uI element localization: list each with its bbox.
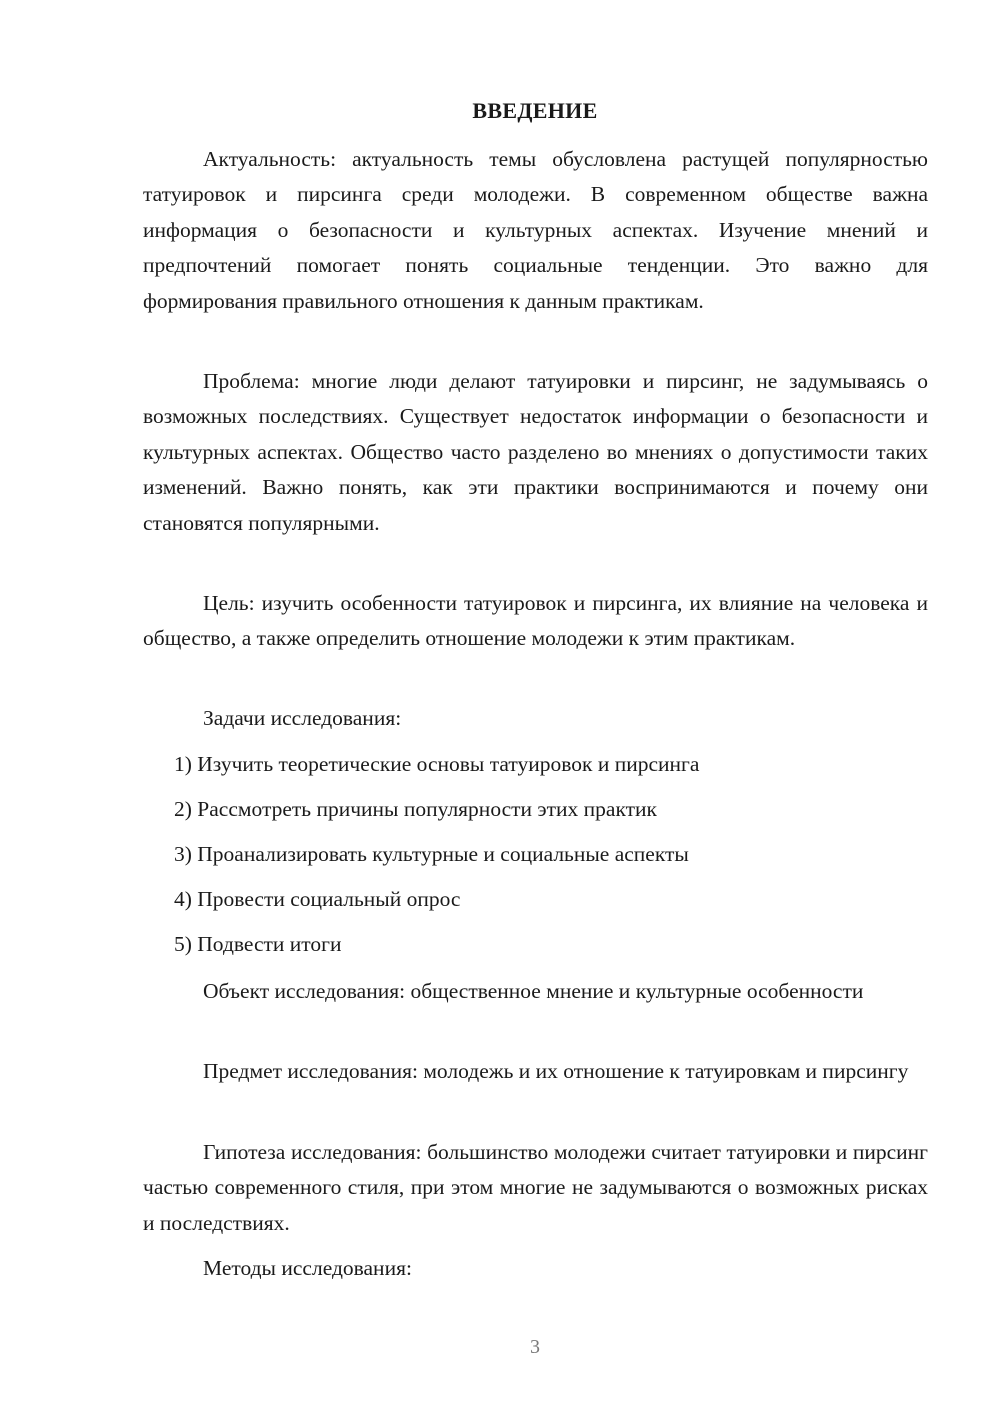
page-title: ВВЕДЕНИЕ — [472, 98, 598, 123]
paragraph-hypothesis: Гипотеза исследования: большинство молодежи считает татуировки и пирсинг частью современного стиля, при этом многие не задумываются о возможных рисках и последствиях. — [143, 1140, 928, 1235]
tasks-heading: Задачи исследования: — [203, 706, 402, 730]
task-item-5: 5) Подвести итоги — [174, 932, 342, 956]
page-number: 3 — [530, 1336, 540, 1358]
methods-heading: Методы исследования: — [203, 1256, 412, 1280]
paragraph-subject: Предмет исследования: молодежь и их отношение к татуировкам и пирсингу — [203, 1059, 909, 1083]
task-item-1: 1) Изучить теоретические основы татуировок и пирсинга — [174, 752, 700, 776]
paragraph-relevance: Актуальность: актуальность темы обусловлена растущей популярностью татуировок и пирсинга среди молодежи. В современном обществе важна информация о безопасности и культурных аспектах. Изучение мнений и предпочтений помогает понять социальные тенденции. Это важно для формирования правильного отношения к данным практикам. — [143, 147, 928, 313]
task-item-3: 3) Проанализировать культурные и социальные аспекты — [174, 842, 689, 866]
paragraph-problem: Проблема: многие люди делают татуировки и пирсинг, не задумываясь о возможных последствиях. Существует недостаток информации о безопасности и культурных аспектах. Общество часто разделено во мнениях о допустимости таких изменений. Важно понять, как эти практики воспринимаются и почему они становятся популярными. — [143, 369, 928, 535]
task-item-4: 4) Провести социальный опрос — [174, 887, 461, 911]
task-item-2: 2) Рассмотреть причины популярности этих практик — [174, 797, 657, 821]
paragraph-goal: Цель: изучить особенности татуировок и пирсинга, их влияние на человека и общество, а также определить отношение молодежи к этим практикам. — [143, 591, 928, 651]
paragraph-object: Объект исследования: общественное мнение и культурные особенности — [203, 979, 864, 1003]
